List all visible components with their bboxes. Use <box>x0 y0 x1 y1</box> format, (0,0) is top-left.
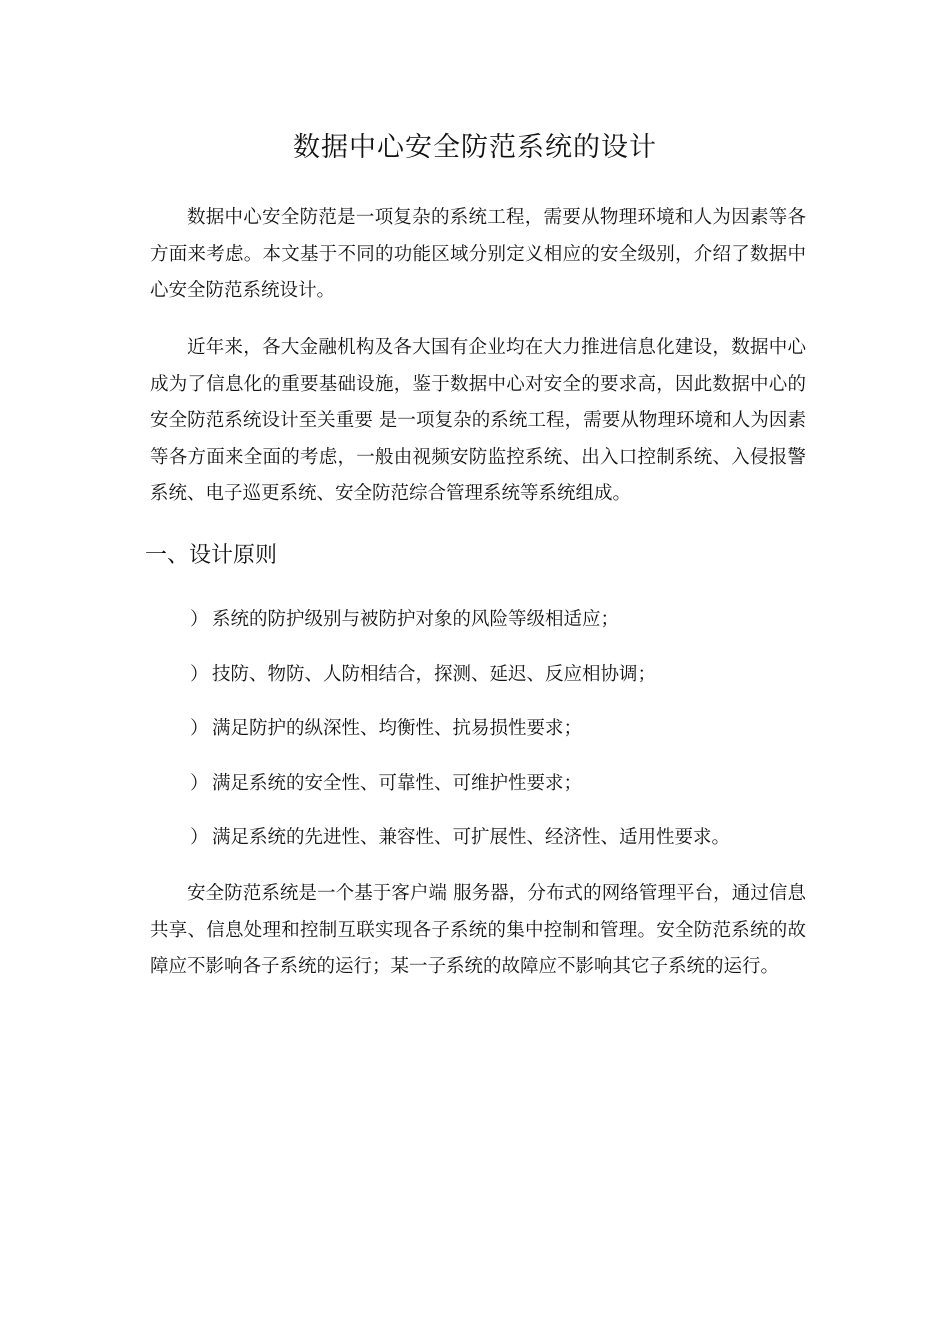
intro-paragraph: 数据中心安全防范是一项复杂的系统工程，需要从物理环境和人为因素等各方面来考虑。本文基于不同的功能区域分别定义相应的安全级别，介绍了数据中心安全防范系统设计。 <box>150 207 806 301</box>
list-item <box>190 766 810 821</box>
principle-text: 满足系统的先进性、兼容性、可扩展性、经济性、适用性要求。 <box>212 827 731 848</box>
bullet-marker: ） <box>190 663 209 685</box>
background-paragraph: 近年来，各大金融机构及各大国有企业均在大力推进信息化建设，数据中心成为了信息化的重要基础设施，鉴于数据中心对安全的要求高，因此数据中心的安全防范系统设计至关重要 是一项复杂的系统工程，需要从物理环境和人为因素等各方面来全面的考虑，一般由视频安防监控系统、出入口控制系统、入侵报警系统、电子巡更系统、安全防范综合管理系统等系统组成。 <box>150 337 806 504</box>
bullet-marker: ） <box>190 718 209 739</box>
list-item <box>190 711 810 766</box>
system-architecture-paragraph: 安全防范系统是一个基于客户端 服务器，分布式的网络管理平台，通过信息共享、信息处理和控制互联实现各子系统的集中控制和管理。安全防范系统的故障应不影响各子系统的运行；某一子系统的故障应不影响其它子系统的运行。 <box>150 883 806 977</box>
principle-text: 技防、物防、人防相结合，探测、延迟、反应相协调； <box>212 663 657 685</box>
principle-text: 满足系统的安全性、可靠性、可维护性要求； <box>212 772 583 794</box>
bullet-marker: ） <box>190 827 209 848</box>
document-title: 数据中心安全防范系统的设计 <box>293 132 657 163</box>
bullet-marker: ） <box>190 772 209 794</box>
list-item <box>190 820 810 875</box>
section-heading-design-principles: 一、设计原则 <box>145 543 278 568</box>
principles-list <box>190 602 810 875</box>
principle-text: 系统的防护级别与被防护对象的风险等级相适应； <box>212 609 620 630</box>
principle-text: 满足防护的纵深性、均衡性、抗易损性要求； <box>212 718 583 739</box>
list-item <box>190 657 810 712</box>
list-item <box>190 602 810 657</box>
bullet-marker: ） <box>190 609 209 630</box>
